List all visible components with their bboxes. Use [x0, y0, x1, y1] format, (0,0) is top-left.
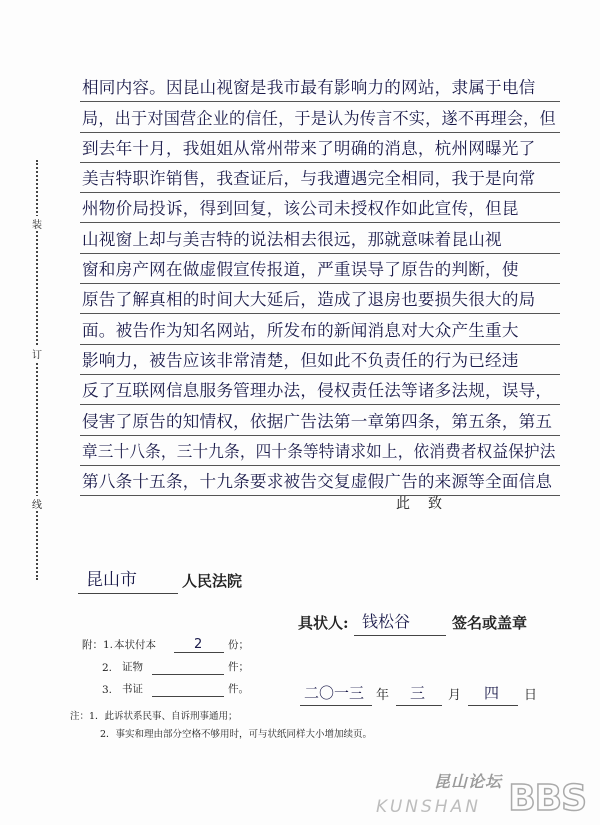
- body-text: 影响力，被告应该非常清楚，但如此不负责任的行为已经违: [82, 350, 519, 370]
- date-month-handwritten: 三: [410, 684, 426, 702]
- date-year-underline: [300, 705, 372, 706]
- attachment-num: 附：1.: [82, 639, 114, 651]
- attachment-text: 证物: [122, 661, 143, 673]
- note-1: 注：1．此诉状系民事、自诉刑事通用；: [70, 711, 238, 722]
- body-text: 州物价局投诉，得到回复，该公司未授权作如此宣传，但昆: [82, 199, 519, 219]
- signature-underline: [354, 635, 446, 636]
- attachment-num: 2.: [102, 662, 113, 674]
- attachment-unit: 件；: [228, 661, 249, 673]
- attachment-unit: 份；: [228, 639, 249, 651]
- attachment-row: [82, 634, 322, 656]
- body-line: [80, 466, 560, 496]
- date-year-handwritten: 二〇一三: [304, 684, 365, 702]
- date-month-underline: [396, 705, 442, 706]
- body-line: [80, 436, 560, 466]
- note-2: 2．事实和理由部分空格不够用时，可与状纸同样大小增加续页。: [100, 729, 373, 740]
- body-text: 第八条十五条，十九条要求被告交复虚假广告的来源等全面信息: [82, 472, 553, 492]
- signature-line: [298, 610, 558, 636]
- body-line: [80, 72, 560, 102]
- date-day-label: 日: [524, 688, 538, 703]
- plaintiff-signature: 钱松谷: [362, 612, 411, 631]
- notes: [70, 708, 372, 744]
- body-line: [80, 102, 560, 132]
- attachment-value: 2: [194, 637, 203, 652]
- body-line: [80, 284, 560, 314]
- watermark-bbs: BBS: [508, 778, 586, 819]
- date-year-label: 年: [376, 688, 390, 703]
- date-day-handwritten: 四: [484, 684, 500, 702]
- date-day-underline: [468, 705, 518, 706]
- body-text: 章三十八条，三十九条，四十条等特请求如上，依消费者权益保护法: [82, 441, 556, 461]
- body-text: 侵害了原告的知情权，依据广告法第一章第四条，第五条，第五: [82, 411, 553, 431]
- body-text: 窗和房产网在做虚假宣传报道，严重误导了原告的判断，使: [82, 260, 519, 280]
- court-underline: [78, 593, 178, 594]
- court-line: [78, 568, 298, 594]
- body-line: [80, 254, 560, 284]
- attachment-unit: 件。: [228, 683, 249, 695]
- court-city-handwritten: 昆山市: [86, 570, 137, 590]
- attachment-text: 本状付本: [114, 639, 156, 651]
- body-line: [80, 375, 560, 405]
- watermark-en: KUNSHAN: [376, 797, 481, 817]
- closing-phrase: 此致: [396, 496, 460, 512]
- body-text: 山视窗上却与美吉特的说法相去很远，那就意味着昆山视: [82, 229, 502, 249]
- date-month-label: 月: [448, 688, 462, 703]
- body-text: 到去年十月，我姐姐从常州带来了明确的消息，杭州网曝光了: [82, 138, 536, 158]
- body-text: 美吉特职诈销售，我查证后，与我遭遇完全相同，我于是向常: [82, 169, 536, 189]
- attachment-blank: [152, 660, 224, 675]
- body-text: 面。被告作为知名网站，所发布的新闻消息对大众产生重大: [82, 320, 519, 340]
- attachment-blank: [152, 682, 224, 697]
- forum-watermark: [376, 769, 586, 819]
- plaintiff-label: 具状人:: [298, 614, 349, 632]
- body-text: 局，出于对国营企业的信任，于是认为传言不实，遂不再理会，但: [82, 108, 556, 128]
- body-text: 反了互联网信息服务管理办法，侵权责任法等诸多法规，误导，: [82, 381, 553, 401]
- attachment-row: [82, 678, 322, 700]
- binding-char-xian: 线: [29, 496, 45, 511]
- body-text: 原告了解真相的时间大大延后，造成了退房也要损失很大的局: [82, 290, 536, 310]
- body-text: 相同内容。因昆山视窗是我市最有影响力的网站，隶属于电信: [82, 78, 536, 98]
- body-line: [80, 314, 560, 344]
- attachments-list: [82, 634, 322, 700]
- body-line: [80, 133, 560, 163]
- date-line: [300, 680, 550, 706]
- binding-char-zhuang: 装: [29, 216, 45, 231]
- complaint-body: [80, 72, 560, 496]
- body-line: [80, 345, 560, 375]
- signature-suffix: 签名或盖章: [452, 614, 528, 632]
- binding-char-ding: 订: [29, 346, 45, 361]
- body-line: [80, 193, 560, 223]
- watermark-cn: 昆山论坛: [434, 772, 503, 791]
- body-line: [80, 405, 560, 435]
- body-line: [80, 163, 560, 193]
- body-line: [80, 223, 560, 253]
- attachment-row: [82, 656, 322, 678]
- attachment-text: 书证: [122, 683, 143, 695]
- court-printed-label: 人民法院: [182, 572, 243, 590]
- binding-margin: [30, 160, 44, 580]
- attachment-num: 3.: [102, 684, 113, 696]
